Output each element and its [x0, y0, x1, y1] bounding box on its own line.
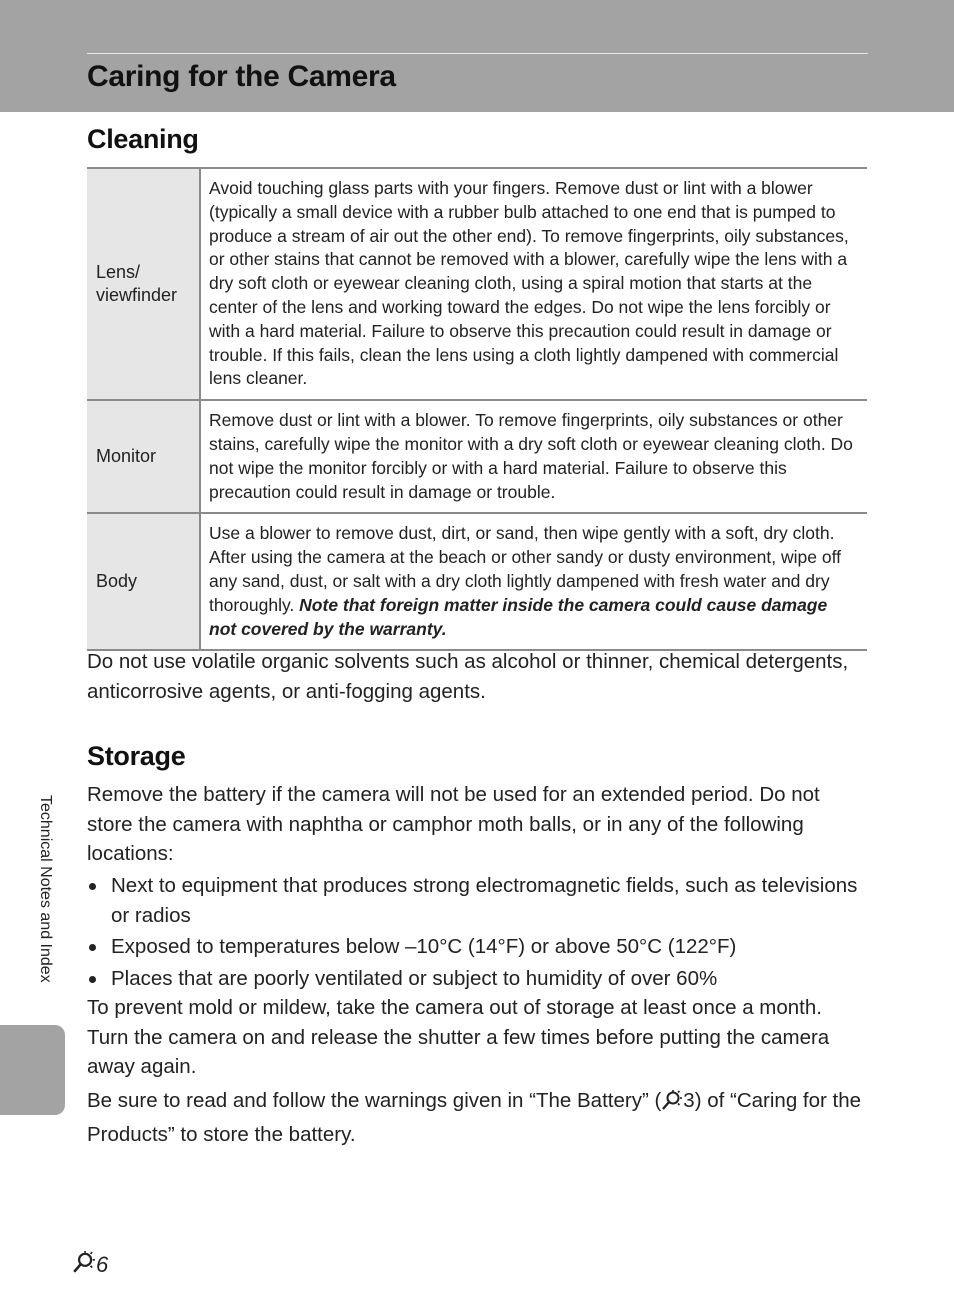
warranty-note: Note that foreign matter inside the camera could cause damage not covered by the warranty.	[209, 594, 828, 639]
page-number	[72, 1250, 108, 1280]
row-label-line: Lens/	[96, 262, 141, 283]
row-description: Avoid touching glass parts with your fingers. Remove dust or lint with a blower (typically a small device with a rubber bulb attached to one end that is pumped to produce a stream of air out the other end). To remove fingerprints, oily substances, or other stains that cannot be removed with a blower, carefully wipe the lens with a dry soft cloth or eyewear cleaning cloth, using a spiral motion that starts at the center of the lens and working toward the edges. Do not wipe the lens forcibly or with a hard material. Failure to observe this precaution could result in damage or trouble. If this fails, clean the lens using a cloth lightly dampened with commercial lens cleaner.	[209, 178, 849, 389]
header-band	[0, 0, 954, 112]
side-section-label: Technical Notes and Index	[37, 795, 54, 983]
section-tab	[0, 1025, 65, 1115]
row-label: Monitor	[87, 400, 200, 513]
table-row	[87, 168, 867, 400]
storage-intro: Remove the battery if the camera will not be used for an extended period. Do not store the camera with naphtha or camphor moth balls, or in any of the following locations:	[87, 783, 820, 865]
technical-notes-icon	[72, 1250, 96, 1280]
table-row	[87, 513, 867, 650]
technical-notes-icon	[661, 1089, 683, 1120]
page-title: Caring for the Camera	[87, 60, 396, 93]
cleaning-heading: Cleaning	[87, 124, 199, 154]
row-description	[200, 513, 867, 650]
mold-paragraph: To prevent mold or mildew, take the camera out of storage at least once a month. Turn the camera on and release the shutter a few times before putting the camera away again.	[87, 996, 830, 1078]
table-row	[87, 400, 867, 513]
storage-heading: Storage	[87, 741, 186, 771]
battery-warning-ref: 3	[683, 1089, 695, 1112]
list-item: Exposed to temperatures below –10°C (14°F) or above 50°C (122°F)	[87, 932, 867, 962]
list-item: Next to equipment that produces strong electromagnetic fields, such as televisions or radios	[87, 871, 867, 930]
cleaning-table	[87, 167, 867, 651]
battery-warning-text-end: ) of “Caring for the Products” to store the battery.	[87, 1089, 862, 1146]
row-label: Body	[87, 513, 200, 650]
list-item: Places that are poorly ventilated or subject to humidity of over 60%	[87, 964, 867, 994]
page-number-value: 6	[96, 1252, 109, 1277]
solvent-note: Do not use volatile organic solvents such as alcohol or thinner, chemical detergents, anticorrosive agents, or anti-fogging agents.	[87, 650, 849, 703]
row-label-line: viewfinder	[96, 285, 178, 306]
row-label	[87, 168, 200, 400]
battery-warning	[87, 1086, 867, 1149]
header-rule	[87, 53, 868, 54]
row-description: Remove dust or lint with a blower. To remove fingerprints, oily substances or other stains, carefully wipe the monitor with a dry soft cloth or eyewear cleaning cloth. Do not wipe the monitor forcibly or with a hard material. Failure to observe this precaution could result in damage or trouble.	[200, 400, 867, 513]
storage-locations-list	[87, 871, 867, 995]
row-text: Use a blower to remove dust, dirt, or sand, then wipe gently with a soft, dry cloth. After using the camera at the beach or other sandy or dusty environment, wipe off any sand, dust, or salt with a dry cloth lightly dampened with fresh water and dry thoroughly.	[209, 523, 841, 615]
battery-warning-text: Be sure to read and follow the warnings given in “The Battery” (	[87, 1089, 662, 1112]
